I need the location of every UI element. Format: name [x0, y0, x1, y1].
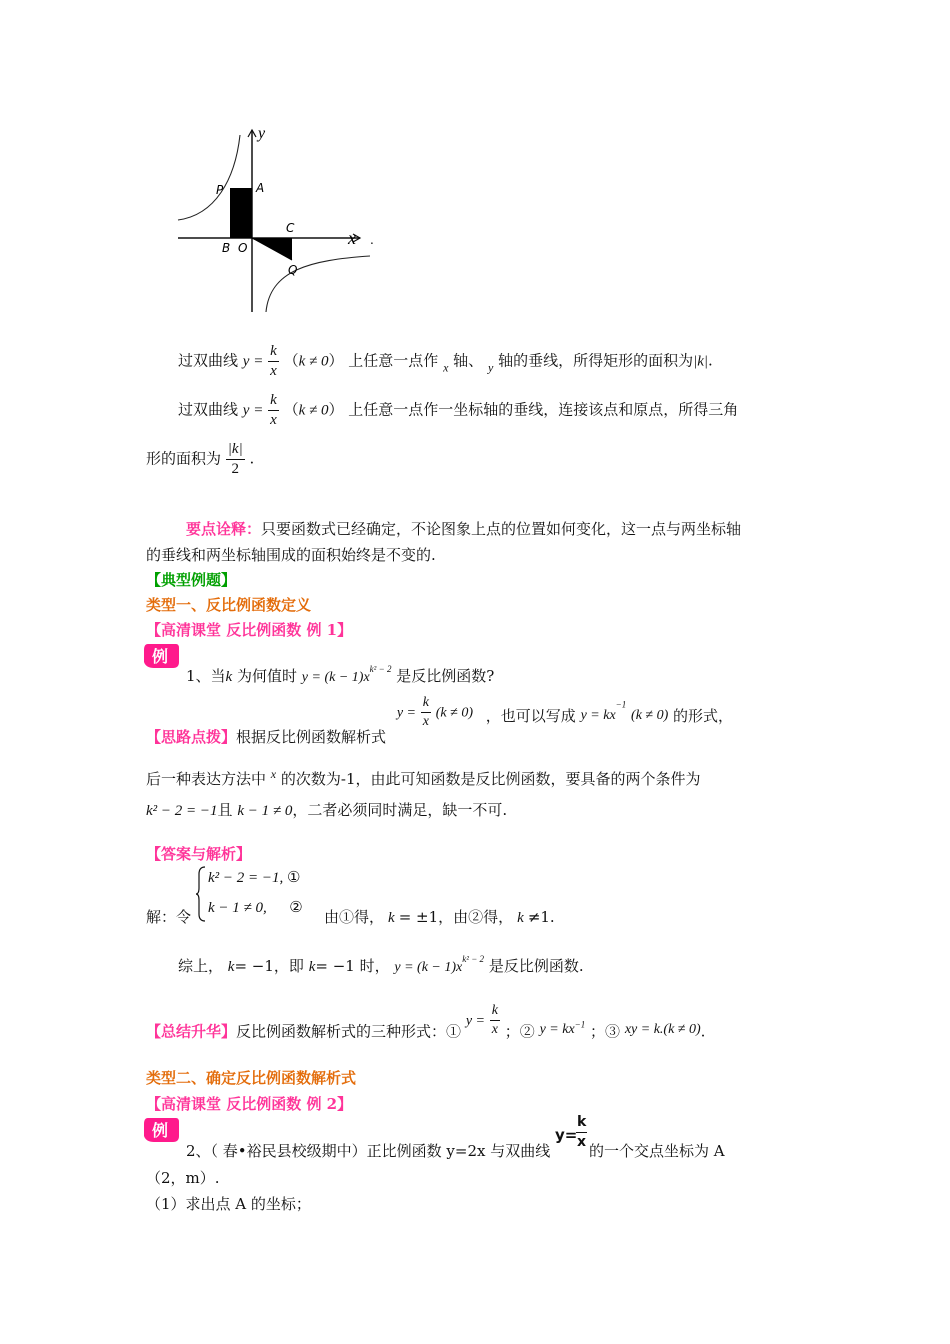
question-2-part1: （1）求出点 A 的坐标； [146, 1195, 311, 1213]
keypoint-line1: 要点诠释：只要函数式已经确定，不论图象上点的位置如何变化，这一点与两坐标轴 [186, 520, 742, 538]
svg-text:例: 例 [152, 1121, 169, 1140]
label-p: P [216, 183, 224, 197]
heading-typical-examples: 【典型例题】 [146, 571, 237, 589]
rectangle-pabo [230, 188, 252, 238]
hint-line1: 【思路点拨】根据反比例函数解析式 y = $\frac{k}{x}$ (k ≠ 0) ，也可以写成 $y = kx^{-1}$ (k ≠ 0) 的形式， [146, 695, 734, 746]
fraction-absk-over-2: $\frac{|k|}{2}$ [227, 441, 243, 477]
hint-line3: k² − 2 = −1且 k − 1 ≠ 0，二者必须同时满足，缺一不可. [146, 801, 508, 819]
paragraph-rect-area: 过双曲线 y = $\frac{k}{x}$ （k ≠ 0） 上任意一点作 $_x$ 轴、 $_y$ 轴的垂线，所得矩形的面积为|k|. [178, 343, 713, 379]
fraction-k-over-x: $\frac{k}{x}$ [270, 343, 277, 379]
svg-text:例: 例 [152, 647, 169, 666]
question-2-line2: （2，m）. [146, 1169, 220, 1187]
hint-line2: 后一种表达方法中 $^x$ 的次数为-1，由此可知函数是反比例函数，要具备的两个条件为 [146, 767, 701, 788]
hyperbola-graph [170, 120, 390, 320]
label-b: B [222, 241, 231, 255]
paragraph-triangle-area-line2: 形的面积为 $\frac{|k|}{2}$ . [146, 441, 255, 477]
heading-type2: 类型二、确定反比例函数解析式 [146, 1069, 357, 1087]
label-x: x [348, 228, 356, 248]
label-a: A [256, 181, 265, 195]
label-y: y [258, 125, 266, 142]
summary-line: 【总结升华】反比例函数解析式的三种形式：① y = $\frac{k}{x}$ ；② $y = kx^{-1}$ ；③ xy = k.(k ≠ 0). [146, 1003, 706, 1041]
label-q: Q [288, 263, 298, 277]
heading-type1: 类型一、反比例函数定义 [146, 596, 312, 614]
example-badge-icon-2 [142, 1116, 180, 1146]
question-1: 1、当k 为何值时 $y = (k - 1)x^{k^2 - 2}$ 是反比例函数? [186, 664, 495, 685]
keypoint-line2: 的垂线和两坐标轴围成的面积始终是不变的. [146, 546, 436, 564]
heading-answer: 【答案与解析】 [146, 845, 252, 863]
label-o: O [238, 241, 248, 255]
left-brace-icon [196, 866, 206, 922]
heading-class2: 【高清课堂 反比例函数 例 2】 [146, 1095, 353, 1113]
solution-line-rest: 由①得， k = ±1，由②得， k ≠1. [324, 908, 555, 926]
conclusion-line: 综上， k= −1，即 k= −1 时， $y = (k - 1)x^{k^2 - 2}$ 是反比例函数. [178, 954, 584, 975]
question-2: 2、（ 春•裕民县校级期中）正比例函数 y=2x 与双曲线 y= k x 的一个交点坐标为 A [186, 1114, 725, 1160]
solution-line: 解：令 [146, 908, 192, 926]
label-trail: . [370, 233, 374, 247]
paragraph-triangle-area: 过双曲线 y = $\frac{k}{x}$ （k ≠ 0） 上任意一点作一坐标轴的垂线，连接该点和原点，所得三角 [178, 392, 739, 428]
hyperbola-branch-lower [266, 256, 370, 312]
example-badge-icon [142, 642, 180, 672]
heading-class1: 【高清课堂 反比例函数 例 1】 [146, 621, 353, 639]
label-c: C [286, 221, 295, 235]
